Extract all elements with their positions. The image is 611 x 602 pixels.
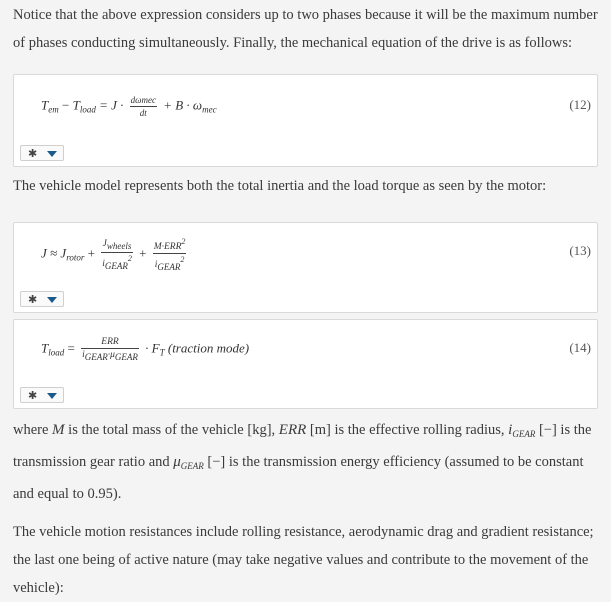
equation-13: $J \approx J_{rotor}$ + $\frac{J_{wheels}}{i_{GEAR}^2}$ + $\frac{M\cdot ERR^2}{i_{GEAR}^2}$ bbox=[41, 237, 186, 272]
equation-number-12: (12) bbox=[569, 97, 591, 112]
gear-icon: ✱ bbox=[28, 147, 38, 160]
equation-number-13: (13) bbox=[569, 243, 591, 258]
gear-icon: ✱ bbox=[28, 293, 38, 306]
equation-menu-button-14[interactable] bbox=[20, 387, 64, 403]
paragraph-motion-resistances: The vehicle motion resistances include rolling resistance, aerodynamic drag and gradient resistance; the last one being of active nature (may take negative values and contribute to the movement of the vehicle): bbox=[13, 524, 594, 596]
paragraph-intro: Notice that the above expression considers up to two phases because it will be the maximum number of phases conducting simultaneously. Finally, the mechanical equation of the drive is as follows: bbox=[13, 7, 598, 51]
equation-12: $T_{em} - T_{load} = J$ · $\frac{\text{dωmec}}{dt}$ + $B \cdot \omega_{mec}$ bbox=[41, 95, 217, 118]
caret-down-icon bbox=[47, 393, 57, 399]
paragraph-vehicle-model: The vehicle model represents both the total inertia and the load torque as seen by the motor: bbox=[13, 178, 547, 194]
caret-down-icon bbox=[47, 297, 57, 303]
paragraph-where: where M is the total mass of the vehicle [kg], ERR [m] is the effective rolling radius, $i_{GEAR}$ [−] is the transmission gear ratio and $\mu_{GEAR}$ [−] is the transmission energy efficiency (assumed to be constant and equal to 0.95). bbox=[13, 422, 592, 502]
equation-menu-button-12[interactable] bbox=[20, 145, 64, 161]
equation-number-14: (14) bbox=[569, 340, 591, 355]
equation-14: $T_{load}$ = $\frac{\text{ERR}}{i_{GEAR}\cdot\mu_{GEAR}}$ · $F_T$ (traction mode) bbox=[41, 337, 250, 362]
equation-menu-button-13[interactable] bbox=[20, 291, 64, 307]
equation-box-13 bbox=[13, 222, 598, 313]
caret-down-icon bbox=[47, 151, 57, 157]
equation-box-12 bbox=[13, 74, 598, 167]
gear-icon: ✱ bbox=[28, 389, 38, 402]
equation-box-14 bbox=[13, 319, 598, 409]
